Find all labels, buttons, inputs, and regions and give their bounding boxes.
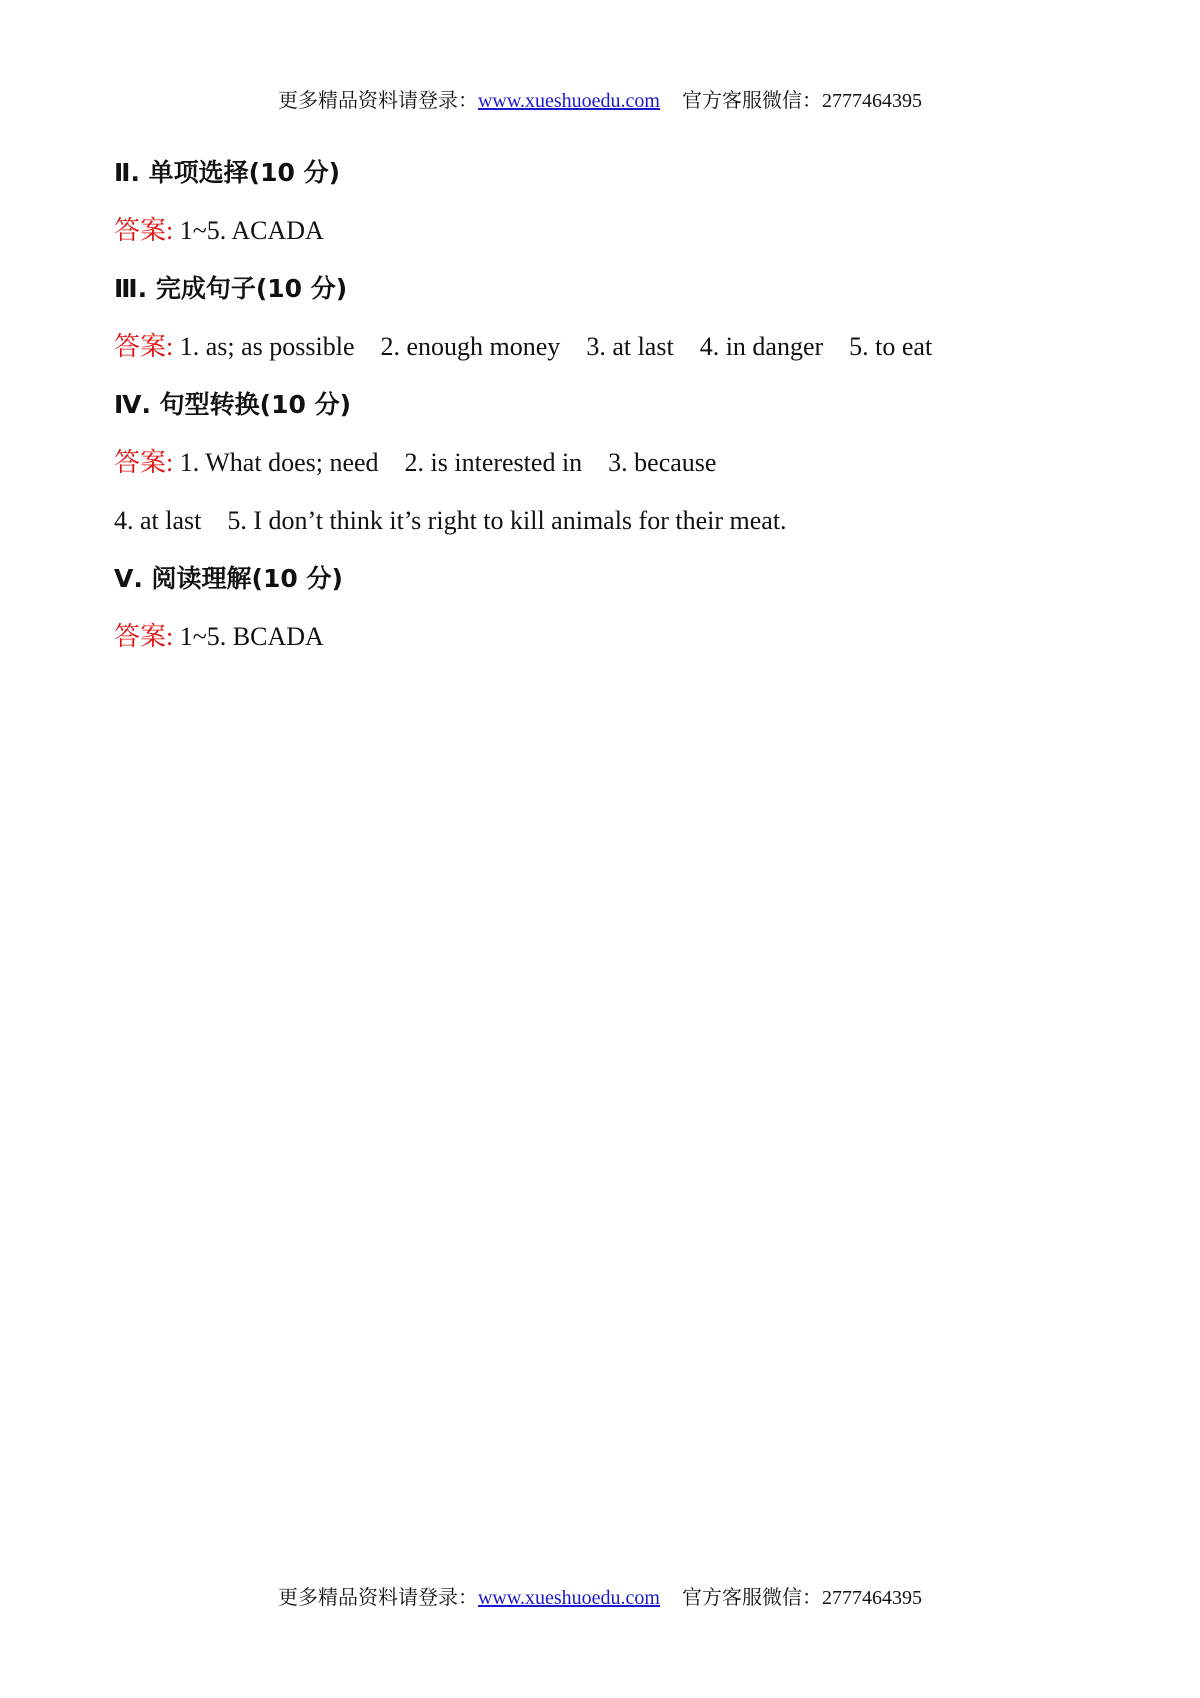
answer-line-multiple-choice: [114, 214, 324, 248]
header-site-link[interactable]: www.xueshuoedu.com: [477, 90, 660, 112]
header-contact: 官方客服微信：2777464395: [682, 90, 922, 112]
answer-line-sentence-completion: [114, 330, 932, 364]
answer-line-sentence-transformation-continued: [114, 504, 787, 538]
answer-item: 3. at last: [586, 332, 674, 361]
answer-item: 2. enough money: [380, 332, 561, 361]
answer-item: 5. I don’t think it’s right to kill animals for their meat.: [227, 506, 787, 535]
page-footer: [0, 1584, 1200, 1612]
answer-item: 4. at last: [114, 506, 202, 535]
section-title-multiple-choice: Ⅱ. 单项选择(10 分): [114, 158, 341, 187]
section-title-sentence-completion: Ⅲ. 完成句子(10 分): [114, 274, 348, 303]
answer-line-sentence-transformation: [114, 446, 716, 480]
answer-item: 3. because: [608, 448, 717, 477]
footer-site-link[interactable]: www.xueshuoedu.com: [477, 1587, 660, 1609]
header-prefix: 更多精品资料请登录：: [277, 90, 478, 112]
answer-label: 答案:: [114, 448, 174, 477]
answer-item: 1~5. ACADA: [179, 216, 324, 245]
answer-item: 1. as; as possible: [179, 332, 355, 361]
section-title-reading-comprehension: Ⅴ. 阅读理解(10 分): [114, 564, 343, 593]
answer-line-reading-comprehension: [114, 620, 324, 654]
answer-label: 答案:: [114, 332, 174, 361]
answer-item: 1. What does; need: [179, 448, 379, 477]
answer-item: 2. is interested in: [404, 448, 583, 477]
answer-label: 答案:: [114, 216, 174, 245]
answer-item: 4. in danger: [699, 332, 824, 361]
footer-contact: 官方客服微信：2777464395: [682, 1587, 922, 1609]
answer-item: 5. to eat: [849, 332, 933, 361]
section-title-sentence-transformation: Ⅳ. 句型转换(10 分): [114, 390, 352, 419]
answer-label: 答案:: [114, 622, 174, 651]
page-header: [0, 87, 1200, 115]
footer-prefix: 更多精品资料请登录：: [277, 1587, 478, 1609]
answer-item: 1~5. BCADA: [179, 622, 324, 651]
